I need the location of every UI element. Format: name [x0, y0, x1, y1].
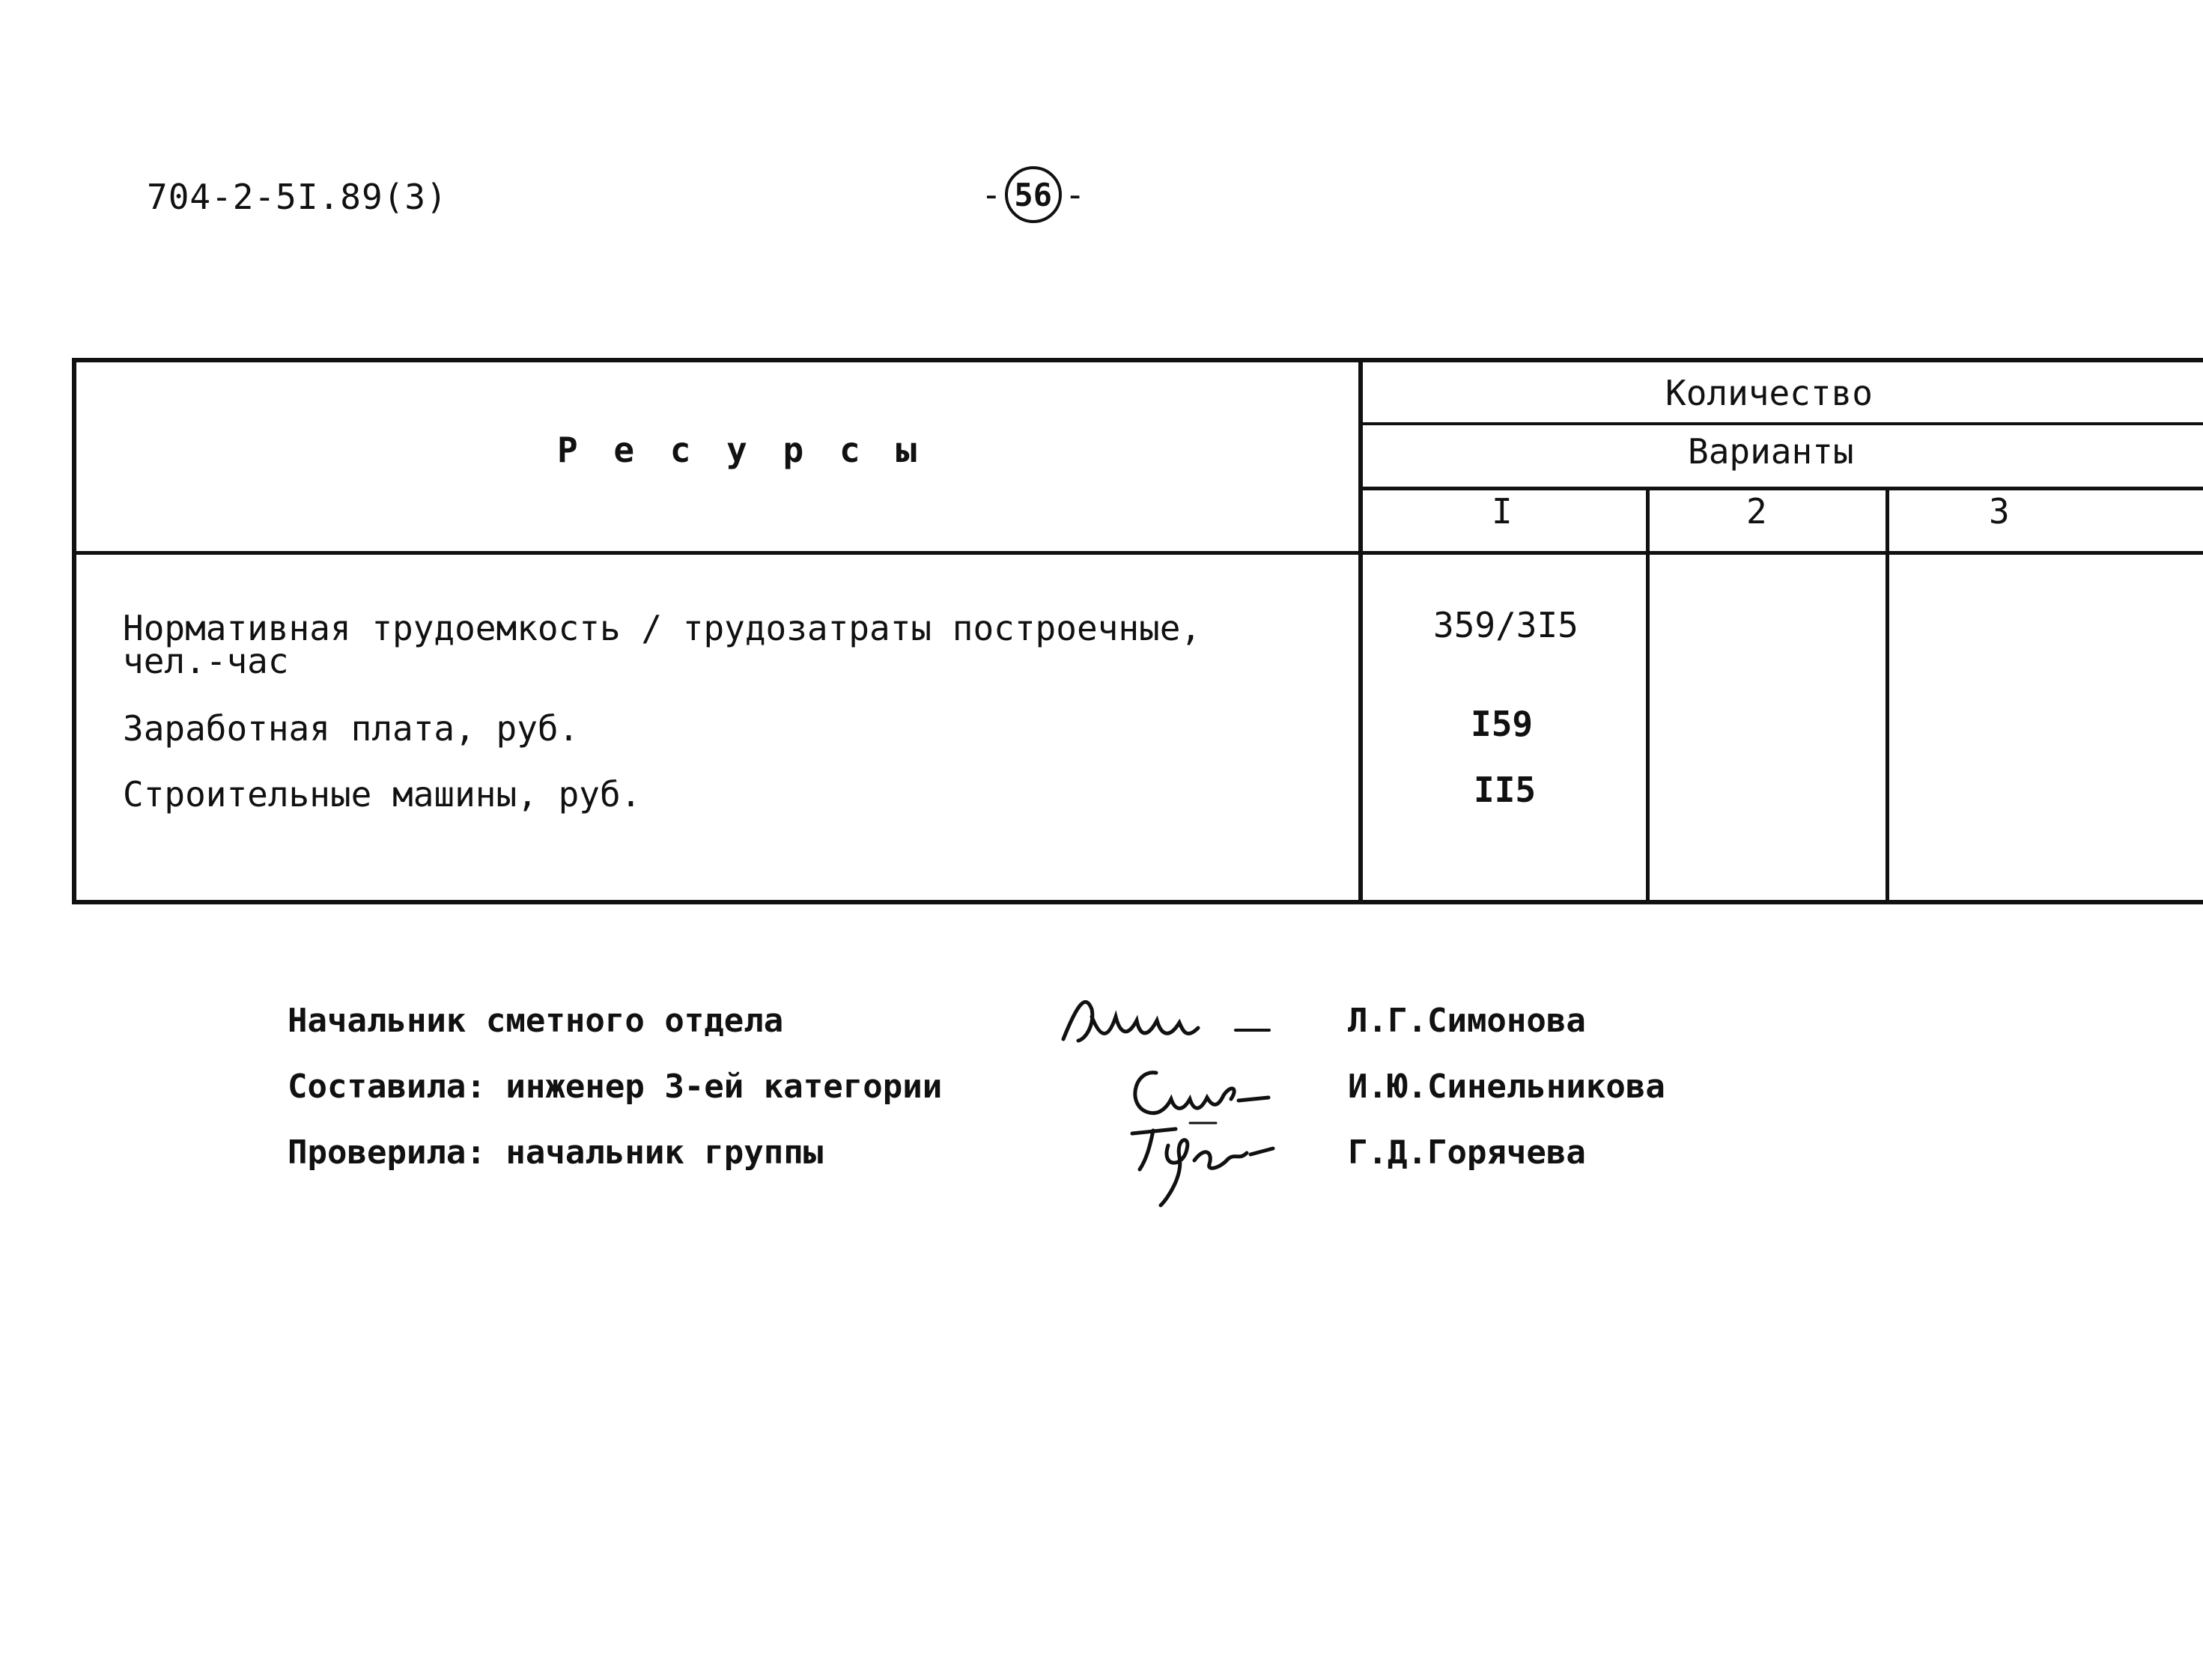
- handwritten-signature-3: [1123, 1116, 1288, 1213]
- signature-role-2: Составила: инженер 3-ей категории: [288, 1068, 943, 1106]
- handwritten-signature-1: [1056, 987, 1295, 1054]
- resources-table: [72, 358, 2203, 904]
- variant-2-header: 2: [1746, 491, 1767, 532]
- variant-3-header: 3: [1989, 491, 2010, 532]
- page-number: [981, 166, 1085, 223]
- signature-name-2: И.Ю.Синельникова: [1348, 1068, 1665, 1106]
- resources-header: Р е с у р с ы: [557, 430, 925, 470]
- row-3-name: Строительные машины, руб.: [123, 774, 642, 815]
- page-number-circle: [1005, 166, 1062, 223]
- page-number-dash-left: -: [981, 174, 1002, 215]
- quantity-divider: [1360, 422, 2203, 425]
- page-number-value: 56: [1014, 176, 1052, 213]
- table-top-border: [72, 358, 2203, 362]
- header-bottom-border: [72, 551, 2203, 555]
- row-2-value-variant-1: I59: [1471, 704, 1534, 744]
- signature-name-1: Л.Г.Симонова: [1348, 1002, 1586, 1040]
- row-1-name-line1: Нормативная трудоемкость / трудозатраты построечные,: [123, 608, 1202, 648]
- row-1-value-variant-1: 359/3I5: [1433, 605, 1578, 645]
- row-1-name-line2: чел.-час: [123, 641, 289, 681]
- signature-name-3: Г.Д.Горячева: [1348, 1133, 1586, 1172]
- quantity-header: Количество: [1665, 373, 1873, 413]
- variant-1-header: I: [1492, 491, 1513, 532]
- document-code: 704-2-5I.89(3): [147, 177, 448, 217]
- variants-header: Варианты: [1688, 431, 1854, 472]
- variants-divider: [1360, 487, 2203, 490]
- page-number-dash-right: -: [1064, 174, 1086, 215]
- variant-2-border: [1886, 487, 1889, 904]
- row-2-name: Заработная плата, руб.: [123, 708, 580, 749]
- signature-role-3: Проверила: начальник группы: [288, 1133, 824, 1172]
- table-bottom-border: [72, 900, 2203, 904]
- variant-1-border: [1646, 487, 1650, 904]
- row-3-value-variant-1: II5: [1474, 770, 1537, 810]
- table-left-border: [72, 358, 76, 904]
- signature-role-1: Начальник сметного отдела: [288, 1002, 784, 1040]
- resources-column-border: [1358, 358, 1363, 904]
